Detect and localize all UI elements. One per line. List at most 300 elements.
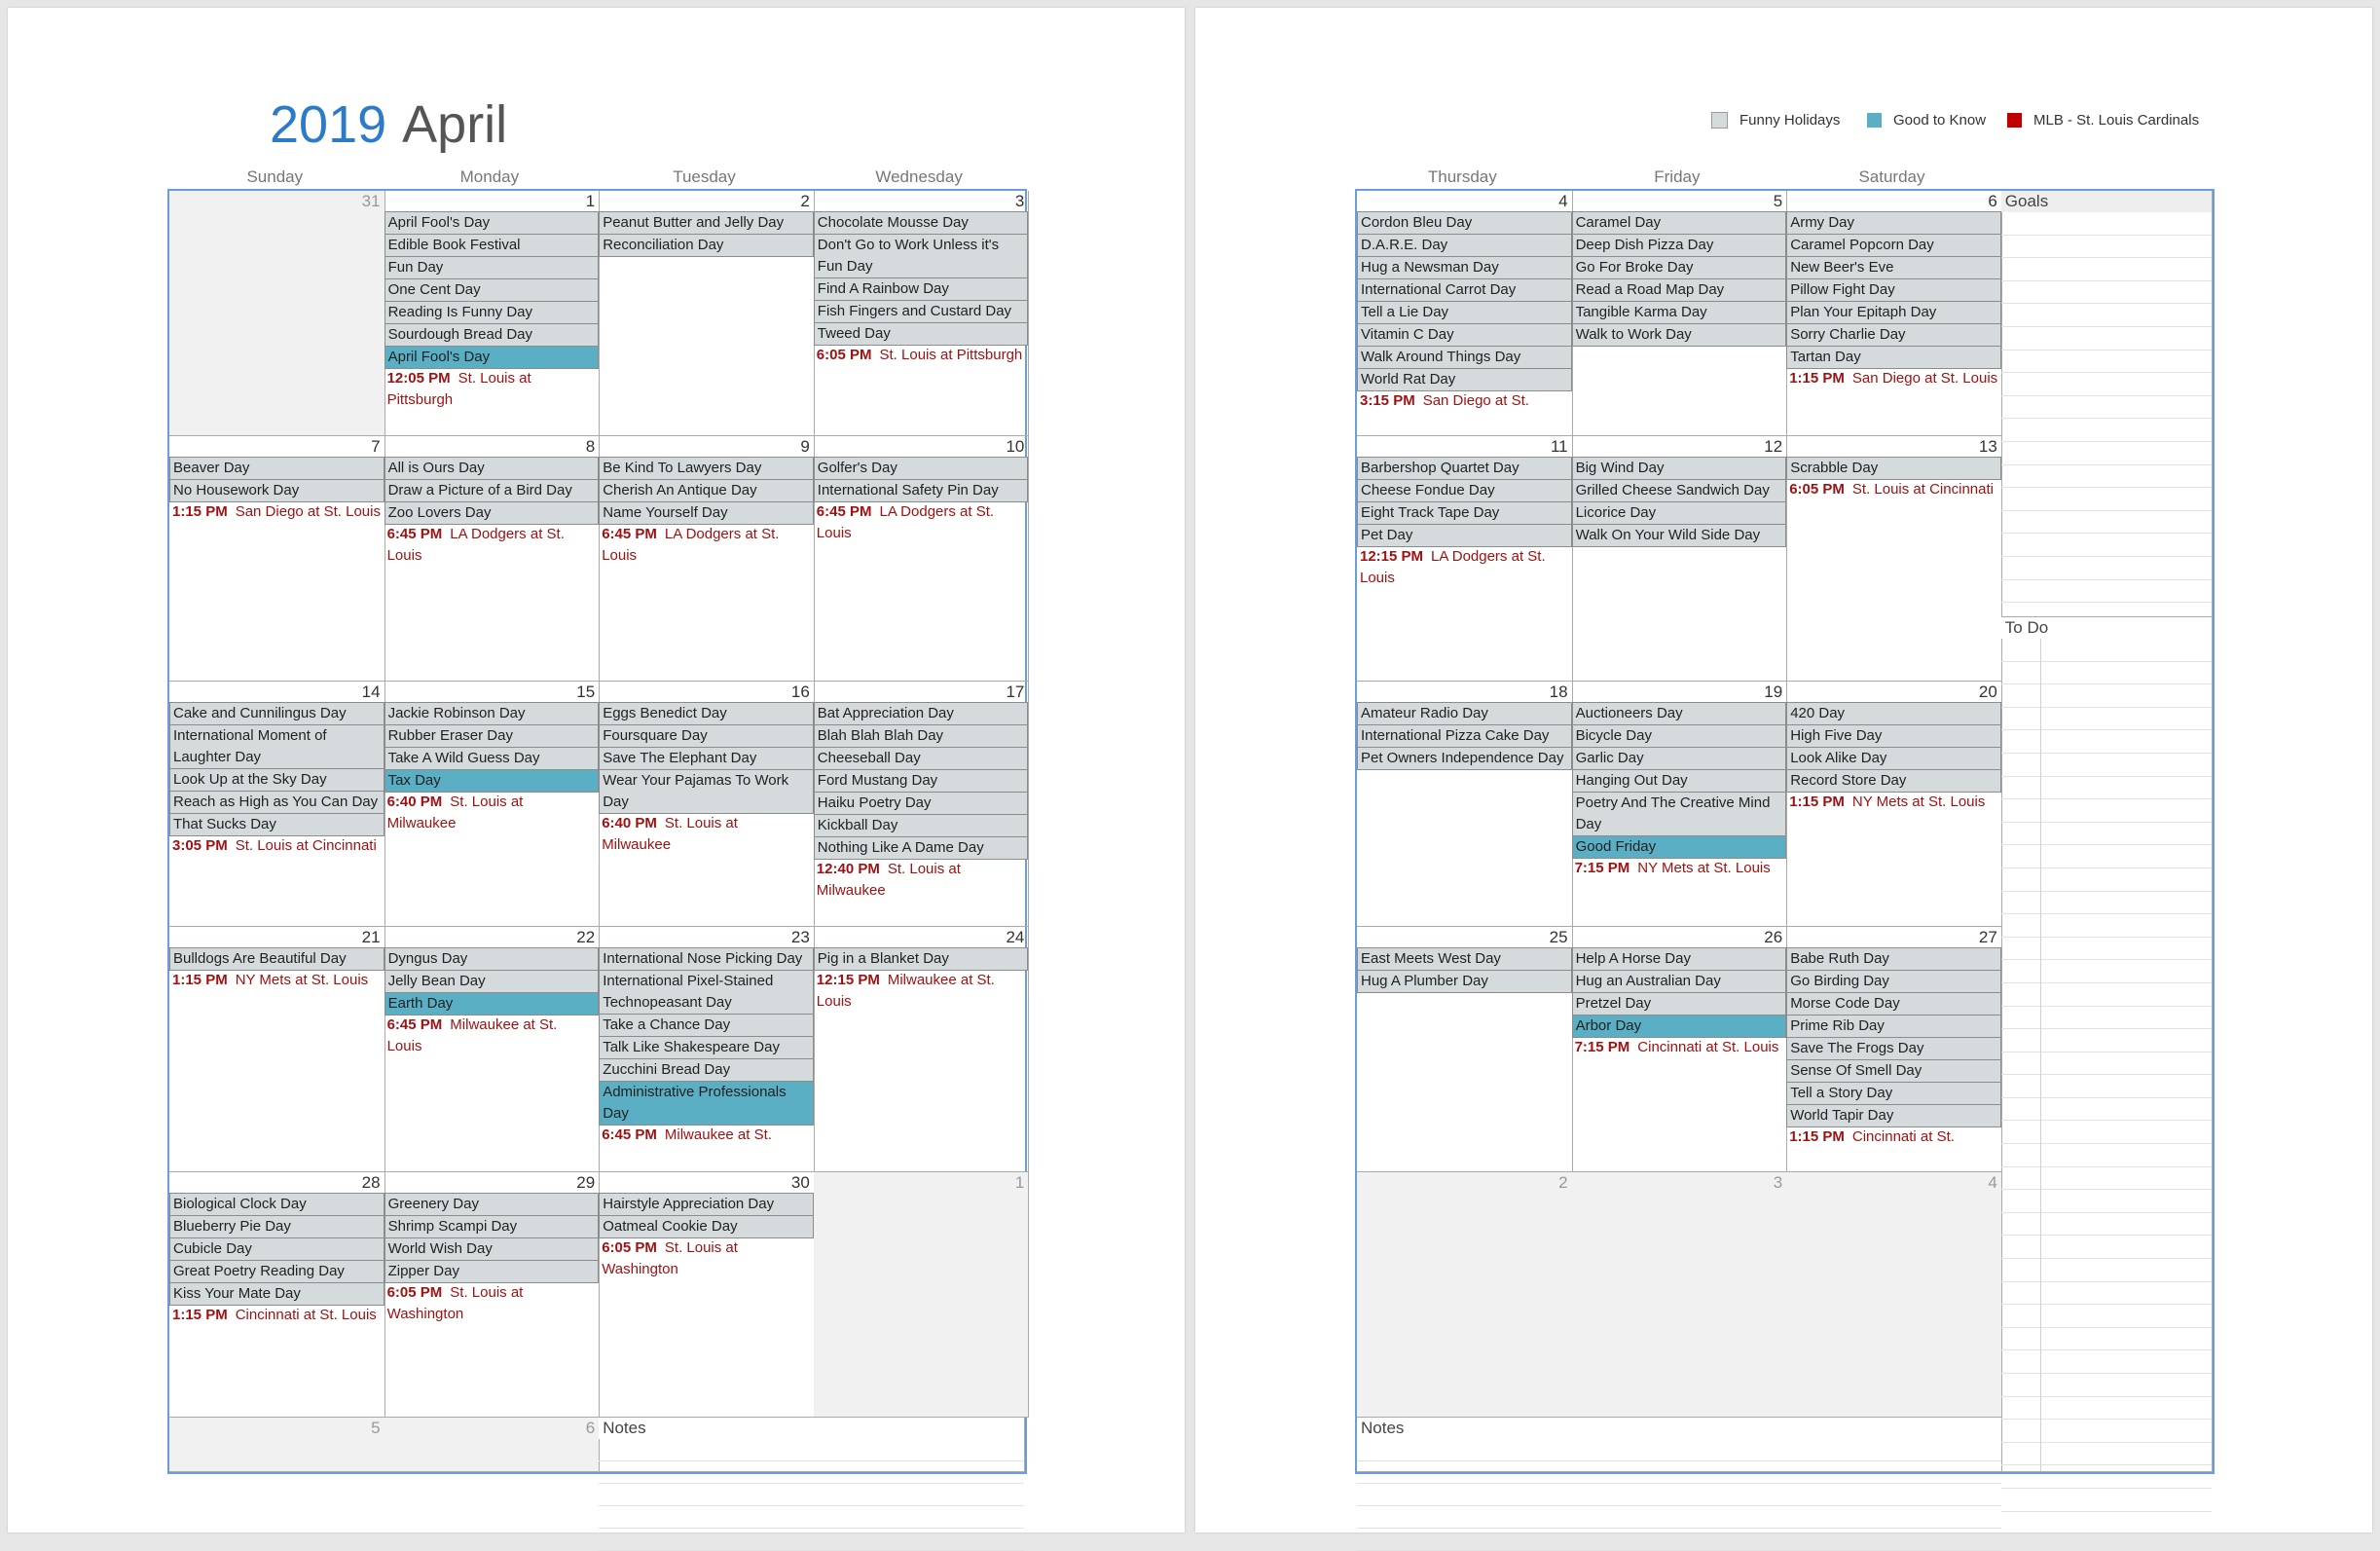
notes-pane <box>599 1418 1025 1472</box>
day-number: 5 <box>371 1419 381 1437</box>
funny-holiday-event: Draw a Picture of a Bird Day <box>384 479 600 502</box>
mlb-game <box>1572 858 1787 879</box>
day-cell <box>1786 436 2002 682</box>
calendar-grid-left <box>167 189 1027 1474</box>
funny-holiday-event: Oatmeal Cookie Day <box>599 1215 814 1238</box>
funny-holiday-event: Eight Track Tape Day <box>1357 501 1572 525</box>
notes-line <box>599 1529 1024 1551</box>
funny-holiday-event: Amateur Radio Day <box>1357 702 1572 725</box>
weekday-header: Thursday <box>1427 167 1497 186</box>
goals-line <box>2001 351 2212 374</box>
goals-line <box>2001 327 2212 351</box>
day-cell <box>1357 927 1573 1172</box>
goals-line <box>2001 511 2212 535</box>
goals-header: Goals <box>2001 191 2212 212</box>
todo-checkbox-column <box>2040 639 2041 1471</box>
todo-line <box>2001 1007 2212 1030</box>
goals-line <box>2001 396 2212 420</box>
game-time: 6:45 PM <box>602 526 657 542</box>
funny-holiday-event: Prime Rib Day <box>1786 1015 2001 1038</box>
funny-holiday-event: Jackie Robinson Day <box>384 702 600 725</box>
mlb-game <box>599 1125 814 1146</box>
funny-holiday-event: Pet Owners Independence Day <box>1357 747 1572 770</box>
game-matchup: St. Louis at Cincinnati <box>1851 481 1994 498</box>
todo-line <box>2001 1489 2212 1512</box>
mlb-game <box>1786 792 2001 813</box>
todo-line <box>2001 684 2212 708</box>
funny-holiday-event: Kiss Your Mate Day <box>169 1282 384 1306</box>
funny-holiday-event: Greenery Day <box>384 1193 600 1216</box>
funny-holiday-event: Grilled Cheese Sandwich Day <box>1572 479 1787 502</box>
funny-holiday-event: Jelly Bean Day <box>384 970 600 993</box>
left-page <box>8 8 1185 1533</box>
funny-holiday-event: Rubber Eraser Day <box>384 724 600 748</box>
funny-holiday-event: 420 Day <box>1786 702 2001 725</box>
funny-holiday-event: Dyngus Day <box>384 947 600 971</box>
goals-line <box>2001 557 2212 580</box>
game-matchup: Cincinnati at St. Louis <box>235 1307 377 1323</box>
funny-holiday-event: Reach as High as You Can Day <box>169 791 384 814</box>
day-cell <box>1572 1172 1788 1418</box>
game-time: 6:45 PM <box>386 1016 443 1033</box>
day-number: 19 <box>1764 683 1783 701</box>
funny-holiday-event: Deep Dish Pizza Day <box>1572 234 1787 257</box>
mlb-game <box>599 1237 814 1280</box>
legend-good-to-know <box>1867 112 1986 129</box>
funny-holiday-event: Hanging Out Day <box>1572 769 1787 793</box>
day-cell <box>169 436 385 682</box>
funny-holiday-event: Bat Appreciation Day <box>814 702 1029 725</box>
notes-header: Notes <box>1357 1418 2001 1439</box>
mlb-game <box>814 345 1029 366</box>
todo-line <box>2001 777 2212 800</box>
funny-holiday-event: Cherish An Antique Day <box>599 479 814 502</box>
funny-holiday-event: Babe Ruth Day <box>1786 947 2001 971</box>
funny-holiday-event: Chocolate Mousse Day <box>814 211 1029 235</box>
mlb-game <box>814 859 1029 902</box>
funny-holiday-event: Eggs Benedict Day <box>599 702 814 725</box>
day-cell <box>1786 191 2002 436</box>
goals-line <box>2001 304 2212 327</box>
day-cell <box>384 927 601 1172</box>
game-time: 6:45 PM <box>602 1126 657 1143</box>
notes-line <box>1357 1484 2001 1506</box>
game-matchup: St. Louis at Washington <box>386 1284 524 1322</box>
day-cell <box>169 1172 385 1418</box>
notes-pane <box>1357 1418 2002 1472</box>
game-matchup: St. Louis at Milwaukee <box>602 815 738 853</box>
funny-holiday-event: Walk On Your Wild Side Day <box>1572 524 1787 547</box>
day-cell <box>599 1172 815 1418</box>
todo-line <box>2001 1029 2212 1052</box>
goals-line <box>2001 488 2212 511</box>
funny-holiday-event: Cubicle Day <box>169 1237 384 1261</box>
day-number: 6 <box>585 1419 596 1437</box>
day-number: 15 <box>576 683 596 701</box>
funny-holiday-event: Edible Book Festival <box>384 234 600 257</box>
todo-line <box>2001 1052 2212 1076</box>
day-number: 4 <box>1558 192 1568 210</box>
funny-holiday-event: Wear Your Pajamas To Work Day <box>599 769 814 814</box>
funny-holiday-event: Take A Wild Guess Day <box>384 747 600 770</box>
game-matchup: San Diego at St. Louis <box>1851 370 1998 387</box>
funny-holiday-event: Hairstyle Appreciation Day <box>599 1193 814 1216</box>
game-matchup: St. Louis at Milwaukee <box>386 794 524 831</box>
funny-holiday-event: Tangible Karma Day <box>1572 301 1787 324</box>
mlb-game <box>814 501 1029 544</box>
funny-holiday-event: Golfer's Day <box>814 457 1029 480</box>
funny-holiday-event: Peanut Butter and Jelly Day <box>599 211 814 235</box>
day-number: 26 <box>1764 928 1783 946</box>
day-cell <box>1786 1172 2002 1418</box>
funny-holiday-event: Pillow Fight Day <box>1786 278 2001 302</box>
funny-holiday-event: Shrimp Scampi Day <box>384 1215 600 1238</box>
funny-holiday-event: Scrabble Day <box>1786 457 2001 480</box>
legend-mlb <box>2007 112 2199 129</box>
day-number: 3 <box>1773 1173 1783 1192</box>
mlb-game <box>384 1015 600 1057</box>
funny-holiday-event: Big Wind Day <box>1572 457 1787 480</box>
day-number: 27 <box>1978 928 1997 946</box>
day-cell <box>384 1418 601 1472</box>
game-matchup: Cincinnati at St. Louis <box>1637 1039 1779 1055</box>
funny-holiday-event: Reconciliation Day <box>599 234 814 257</box>
good-to-know-event: Earth Day <box>384 992 600 1016</box>
todo-line <box>2001 1236 2212 1259</box>
day-number: 5 <box>1773 192 1783 210</box>
game-time: 1:15 PM <box>1789 370 1845 387</box>
funny-holiday-event: Foursquare Day <box>599 724 814 748</box>
day-cell <box>169 927 385 1172</box>
mlb-game <box>384 792 600 834</box>
day-cell <box>1357 1172 1573 1418</box>
day-cell <box>1357 436 1573 682</box>
mlb-game <box>384 524 600 567</box>
day-number: 1 <box>1014 1173 1025 1192</box>
good-to-know-event: April Fool's Day <box>384 346 600 369</box>
todo-line <box>2001 1443 2212 1466</box>
game-matchup: NY Mets at St. Louis <box>1637 860 1771 876</box>
goals-line <box>2001 258 2212 281</box>
funny-holiday-event: Be Kind To Lawyers Day <box>599 457 814 480</box>
game-time: 6:05 PM <box>1789 481 1845 498</box>
todo-line <box>2001 1305 2212 1328</box>
day-number: 3 <box>1014 192 1025 210</box>
day-number: 21 <box>361 928 381 946</box>
funny-holiday-event: Kickball Day <box>814 814 1029 837</box>
game-time: 6:05 PM <box>602 1239 657 1256</box>
game-matchup: LA Dodgers at St. Louis <box>1360 548 1546 586</box>
day-number: 4 <box>1988 1173 1997 1192</box>
good-to-know-event: Administrative Professionals Day <box>599 1081 814 1126</box>
funny-holiday-event: World Rat Day <box>1357 368 1572 391</box>
day-cell <box>169 1418 385 1472</box>
funny-holiday-event: Go For Broke Day <box>1572 256 1787 279</box>
good-to-know-event: Tax Day <box>384 769 600 793</box>
game-matchup: NY Mets at St. Louis <box>1851 794 1986 810</box>
todo-line <box>2001 730 2212 754</box>
legend-funny-holidays <box>1711 112 1840 129</box>
funny-holiday-event: Walk to Work Day <box>1572 323 1787 347</box>
funny-holiday-event: Cheeseball Day <box>814 747 1029 770</box>
funny-holiday-event: That Sucks Day <box>169 813 384 836</box>
notes-line <box>599 1484 1024 1506</box>
todo-line <box>2001 938 2212 961</box>
weekday-header: Tuesday <box>673 167 736 186</box>
funny-holiday-event: Caramel Popcorn Day <box>1786 234 2001 257</box>
day-cell <box>599 927 815 1172</box>
funny-holiday-event: April Fool's Day <box>384 211 600 235</box>
game-time: 6:45 PM <box>816 503 872 520</box>
day-number: 20 <box>1978 683 1997 701</box>
day-number: 16 <box>790 683 810 701</box>
calendar-grid-right <box>1355 189 2215 1474</box>
todo-line <box>2001 1420 2212 1443</box>
game-time: 12:15 PM <box>1360 548 1424 565</box>
funny-holiday-event: Tell a Lie Day <box>1357 301 1572 324</box>
game-matchup: San Diego at St. <box>1422 392 1529 409</box>
funny-holiday-event: Blah Blah Blah Day <box>814 724 1029 748</box>
day-cell <box>1786 682 2002 927</box>
funny-holiday-event: Pretzel Day <box>1572 992 1787 1016</box>
funny-holiday-event: Haiku Poetry Day <box>814 792 1029 815</box>
goals-line <box>2001 281 2212 305</box>
todo-header: To Do <box>2001 617 2212 639</box>
todo-line <box>2001 1282 2212 1306</box>
todo-line <box>2001 845 2212 868</box>
good-to-know-event: Good Friday <box>1572 835 1787 859</box>
funny-holiday-event: Tweed Day <box>814 322 1029 346</box>
game-time: 1:15 PM <box>172 972 228 988</box>
funny-holiday-event: Help A Horse Day <box>1572 947 1787 971</box>
legend-swatch-funny-holidays <box>1711 112 1728 129</box>
todo-line <box>2001 1098 2212 1122</box>
funny-holiday-event: One Cent Day <box>384 278 600 302</box>
todo-line <box>2001 1167 2212 1191</box>
game-matchup: LA Dodgers at St. Louis <box>816 503 995 541</box>
funny-holiday-event: Save The Elephant Day <box>599 747 814 770</box>
legend-label: Good to Know <box>1893 112 1987 129</box>
funny-holiday-event: Look Alike Day <box>1786 747 2001 770</box>
todo-line <box>2001 983 2212 1007</box>
funny-holiday-event: High Five Day <box>1786 724 2001 748</box>
mlb-game <box>599 524 814 567</box>
mlb-game <box>1786 368 2001 389</box>
funny-holiday-event: Plan Your Epitaph Day <box>1786 301 2001 324</box>
funny-holiday-event: Tell a Story Day <box>1786 1082 2001 1105</box>
funny-holiday-event: Blueberry Pie Day <box>169 1215 384 1238</box>
todo-line <box>2001 868 2212 892</box>
game-time: 3:15 PM <box>1360 392 1415 409</box>
legend-swatch-mlb <box>2007 113 2022 128</box>
day-number: 23 <box>790 928 810 946</box>
goals-line <box>2001 236 2212 259</box>
day-cell <box>1786 927 2002 1172</box>
day-number: 28 <box>361 1173 381 1192</box>
day-cell <box>814 682 1030 927</box>
page-title <box>270 90 507 160</box>
funny-holiday-event: International Nose Picking Day <box>599 947 814 971</box>
funny-holiday-event: Auctioneers Day <box>1572 702 1787 725</box>
funny-holiday-event: International Carrot Day <box>1357 278 1572 302</box>
todo-line <box>2001 1075 2212 1098</box>
day-number: 11 <box>1550 437 1568 456</box>
day-number: 10 <box>1006 437 1025 456</box>
weekday-header: Monday <box>459 167 520 186</box>
funny-holiday-event: Talk Like Shakespeare Day <box>599 1036 814 1059</box>
todo-line <box>2001 1190 2212 1213</box>
funny-holiday-event: Nothing Like A Dame Day <box>814 836 1029 860</box>
day-cell <box>384 1172 601 1418</box>
game-matchup: Milwaukee at St. Louis <box>386 1016 558 1054</box>
game-time: 6:45 PM <box>386 526 443 542</box>
day-cell <box>1572 191 1788 436</box>
day-number: 14 <box>361 683 381 701</box>
game-time: 7:15 PM <box>1574 860 1630 876</box>
funny-holiday-event: Zipper Day <box>384 1260 600 1283</box>
funny-holiday-event: Great Poetry Reading Day <box>169 1260 384 1283</box>
todo-line <box>2001 914 2212 938</box>
game-time: 1:15 PM <box>172 1307 228 1323</box>
todo-line <box>2001 1121 2212 1144</box>
game-time: 1:15 PM <box>172 503 228 520</box>
game-matchup: Milwaukee at St. <box>664 1126 772 1143</box>
day-cell <box>384 682 601 927</box>
legend-label: Funny Holidays <box>1739 112 1841 129</box>
title-year: 2019 <box>270 95 387 154</box>
funny-holiday-event: Morse Code Day <box>1786 992 2001 1016</box>
game-matchup: NY Mets at St. Louis <box>235 972 369 988</box>
funny-holiday-event: Record Store Day <box>1786 769 2001 793</box>
mlb-game <box>169 970 384 991</box>
funny-holiday-event: All is Ours Day <box>384 457 600 480</box>
day-cell <box>169 682 385 927</box>
funny-holiday-event: Zoo Lovers Day <box>384 501 600 525</box>
goals-line <box>2001 465 2212 489</box>
day-cell <box>1572 682 1788 927</box>
day-cell <box>814 436 1030 682</box>
day-cell <box>599 191 815 436</box>
notes-line <box>1357 1506 2001 1529</box>
game-time: 6:40 PM <box>602 815 657 831</box>
game-time: 6:05 PM <box>386 1284 443 1301</box>
mlb-game <box>814 970 1029 1013</box>
day-cell <box>599 682 815 927</box>
funny-holiday-event: Biological Clock Day <box>169 1193 384 1216</box>
funny-holiday-event: Tartan Day <box>1786 346 2001 369</box>
funny-holiday-event: Garlic Day <box>1572 747 1787 770</box>
mlb-game <box>169 835 384 857</box>
game-matchup: St. Louis at Pittsburgh <box>879 347 1023 363</box>
funny-holiday-event: Bicycle Day <box>1572 724 1787 748</box>
day-cell <box>1572 436 1788 682</box>
mlb-game <box>169 1305 384 1326</box>
notes-line <box>1357 1461 2001 1484</box>
funny-holiday-event: International Safety Pin Day <box>814 479 1029 502</box>
game-time: 1:15 PM <box>1789 794 1845 810</box>
game-time: 12:05 PM <box>386 370 451 387</box>
todo-line <box>2001 1328 2212 1351</box>
funny-holiday-event: Beaver Day <box>169 457 384 480</box>
game-matchup: San Diego at St. Louis <box>235 503 381 520</box>
funny-holiday-event: Walk Around Things Day <box>1357 346 1572 369</box>
funny-holiday-event: Bulldogs Are Beautiful Day <box>169 947 384 971</box>
game-time: 1:15 PM <box>1789 1128 1845 1145</box>
funny-holiday-event: East Meets West Day <box>1357 947 1572 971</box>
day-number: 1 <box>585 192 596 210</box>
day-cell <box>814 191 1030 436</box>
funny-holiday-event: International Moment of Laughter Day <box>169 724 384 769</box>
mlb-game <box>1572 1037 1787 1058</box>
funny-holiday-event: Licorice Day <box>1572 501 1787 525</box>
goals-pane <box>2001 191 2213 617</box>
todo-pane <box>2001 617 2213 1472</box>
legend-label: MLB - St. Louis Cardinals <box>2033 112 2200 129</box>
day-number: 6 <box>1988 192 1997 210</box>
funny-holiday-event: Hug a Newsman Day <box>1357 256 1572 279</box>
funny-holiday-event: Pig in a Blanket Day <box>814 947 1029 971</box>
funny-holiday-event: Cheese Fondue Day <box>1357 479 1572 502</box>
funny-holiday-event: Reading Is Funny Day <box>384 301 600 324</box>
notes-line <box>599 1506 1024 1529</box>
day-cell <box>814 1172 1030 1418</box>
funny-holiday-event: New Beer's Eve <box>1786 256 2001 279</box>
good-to-know-event: Arbor Day <box>1572 1015 1787 1038</box>
goals-line <box>2001 419 2212 442</box>
day-cell <box>169 191 385 436</box>
day-number: 22 <box>576 928 596 946</box>
mlb-game <box>384 1282 600 1325</box>
game-time: 12:40 PM <box>816 861 880 877</box>
game-time: 12:15 PM <box>816 972 880 988</box>
todo-line <box>2001 639 2212 662</box>
todo-line <box>2001 662 2212 685</box>
day-cell <box>814 927 1030 1172</box>
funny-holiday-event: Barbershop Quartet Day <box>1357 457 1572 480</box>
funny-holiday-event: Sorry Charlie Day <box>1786 323 2001 347</box>
funny-holiday-event: Go Birding Day <box>1786 970 2001 993</box>
game-matchup: St. Louis at Milwaukee <box>816 861 961 899</box>
funny-holiday-event: Name Yourself Day <box>599 501 814 525</box>
funny-holiday-event: Army Day <box>1786 211 2001 235</box>
funny-holiday-event: International Pixel-Stained Technopeasant Day <box>599 970 814 1015</box>
todo-line <box>2001 1374 2212 1397</box>
funny-holiday-event: Sourdough Bread Day <box>384 323 600 347</box>
funny-holiday-event: World Tapir Day <box>1786 1104 2001 1127</box>
day-cell <box>1572 927 1788 1172</box>
day-number: 12 <box>1764 437 1783 456</box>
day-number: 7 <box>371 437 381 456</box>
day-number: 9 <box>800 437 810 456</box>
funny-holiday-event: Zucchini Bread Day <box>599 1058 814 1082</box>
day-number: 17 <box>1006 683 1025 701</box>
day-number: 31 <box>361 192 381 210</box>
game-matchup: Milwaukee at St. Louis <box>816 972 995 1010</box>
weekday-header: Sunday <box>246 167 304 186</box>
day-cell <box>1357 682 1573 927</box>
funny-holiday-event: International Pizza Cake Day <box>1357 724 1572 748</box>
game-time: 6:05 PM <box>816 347 872 363</box>
todo-line <box>2001 892 2212 915</box>
weekday-header: Saturday <box>1858 167 1925 186</box>
mlb-game <box>1786 479 2001 500</box>
funny-holiday-event: Hug an Australian Day <box>1572 970 1787 993</box>
funny-holiday-event: Vitamin C Day <box>1357 323 1572 347</box>
game-matchup: LA Dodgers at St. Louis <box>602 526 780 564</box>
funny-holiday-event: Find A Rainbow Day <box>814 277 1029 301</box>
todo-line <box>2001 1259 2212 1282</box>
todo-line <box>2001 960 2212 983</box>
